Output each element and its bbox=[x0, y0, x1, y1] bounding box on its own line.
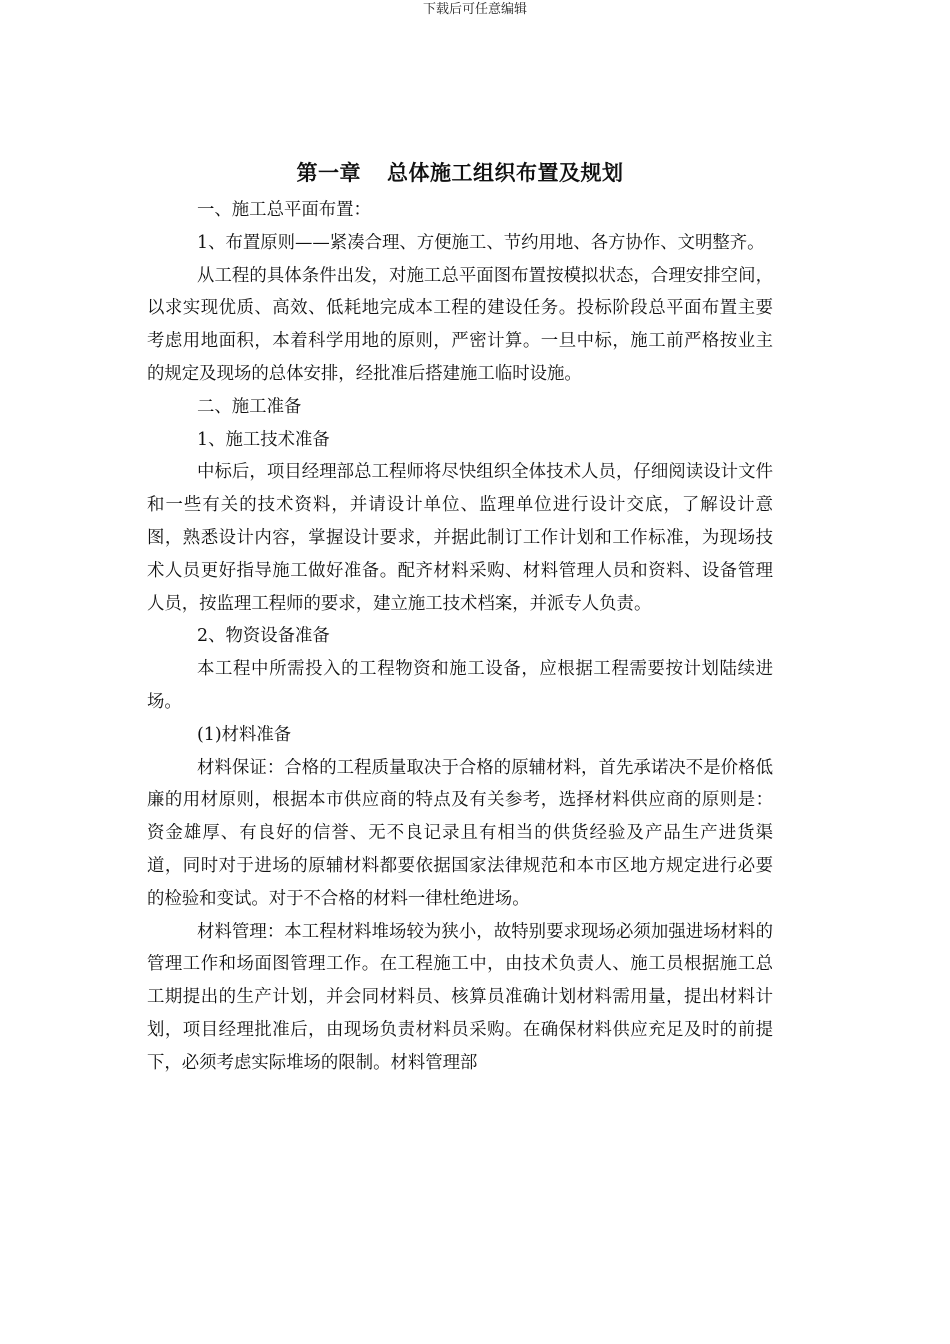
paragraph-technical-preparation: 中标后，项目经理部总工程师将尽快组织全体技术人员，仔细阅读设计文件和一些有关的技术资料，并请设计单位、监理单位进行设计交底，了解设计意图，熟悉设计内容，掌握设计要求，并据此制订工作计划和工作标准，为现场技术人员更好指导施工做好准备。配齐材料采购、材料管理人员和资料、设备管理人员，按监理工程师的要求，建立施工技术档案，并派专人负责。 bbox=[147, 462, 773, 614]
chapter-number: 第一章 bbox=[296, 160, 361, 185]
paragraph-layout-description: 从工程的具体条件出发，对施工总平面图布置按模拟状态，合理安排空间，以求实现优质、高效、低耗地完成本工程的建设任务。投标阶段总平面布置主要考虑用地面积，本着科学用地的原则，严密计算。一旦中标，施工前严格按业主的规定及现场的总体安排，经批准后搭建施工临时设施。 bbox=[147, 265, 773, 384]
section-heading-layout: 一、施工总平面布置： bbox=[197, 200, 371, 220]
paragraph-material-guarantee: 材料保证：合格的工程质量取决于合格的原辅材料，首先承诺决不是价格低廉的用材原则，根据本市供应商的特点及有关参考，选择材料供应商的原则是：资金雄厚、有良好的信誉、无不良记录且有相当的供货经验及产品生产进货渠道，同时对于进场的原辅材料都要依据国家法律规范和本市区地方规定进行必要的检验和变试。对于不合格的材料一律杜绝进场。 bbox=[147, 757, 773, 909]
item-material-preparation: (1)材料准备 bbox=[197, 724, 292, 745]
chapter-heading: 总体施工组织布置及规划 bbox=[387, 160, 624, 185]
subsection-technical-preparation: 1、施工技术准备 bbox=[197, 429, 330, 450]
section-heading-preparation: 二、施工准备 bbox=[197, 396, 302, 417]
subsection-material-equipment: 2、物资设备准备 bbox=[197, 626, 330, 647]
paragraph-material-equipment: 本工程中所需投入的工程物资和施工设备，应根据工程需要按计划陆续进场。 bbox=[147, 659, 773, 712]
chapter-title bbox=[147, 160, 773, 186]
document-body bbox=[147, 160, 773, 1080]
page-header-note: 下载后可任意编辑 bbox=[422, 2, 527, 17]
subsection-layout-principle: 1、布置原则——紧凑合理、方便施工、节约用地、各方协作、文明整齐。 bbox=[197, 232, 765, 253]
paragraph-material-management: 材料管理：本工程材料堆场较为狭小，故特别要求现场必须加强进场材料的管理工作和场面图管理工作。在工程施工中，由技术负责人、施工员根据施工总工期提出的生产计划，并会同材料员、核算员准确计划材料需用量，提出材料计划，项目经理批准后，由现场负责材料员采购。在确保材料供应充足及时的前提下，必须考虑实际堆场的限制。材料管理部 bbox=[147, 921, 773, 1073]
